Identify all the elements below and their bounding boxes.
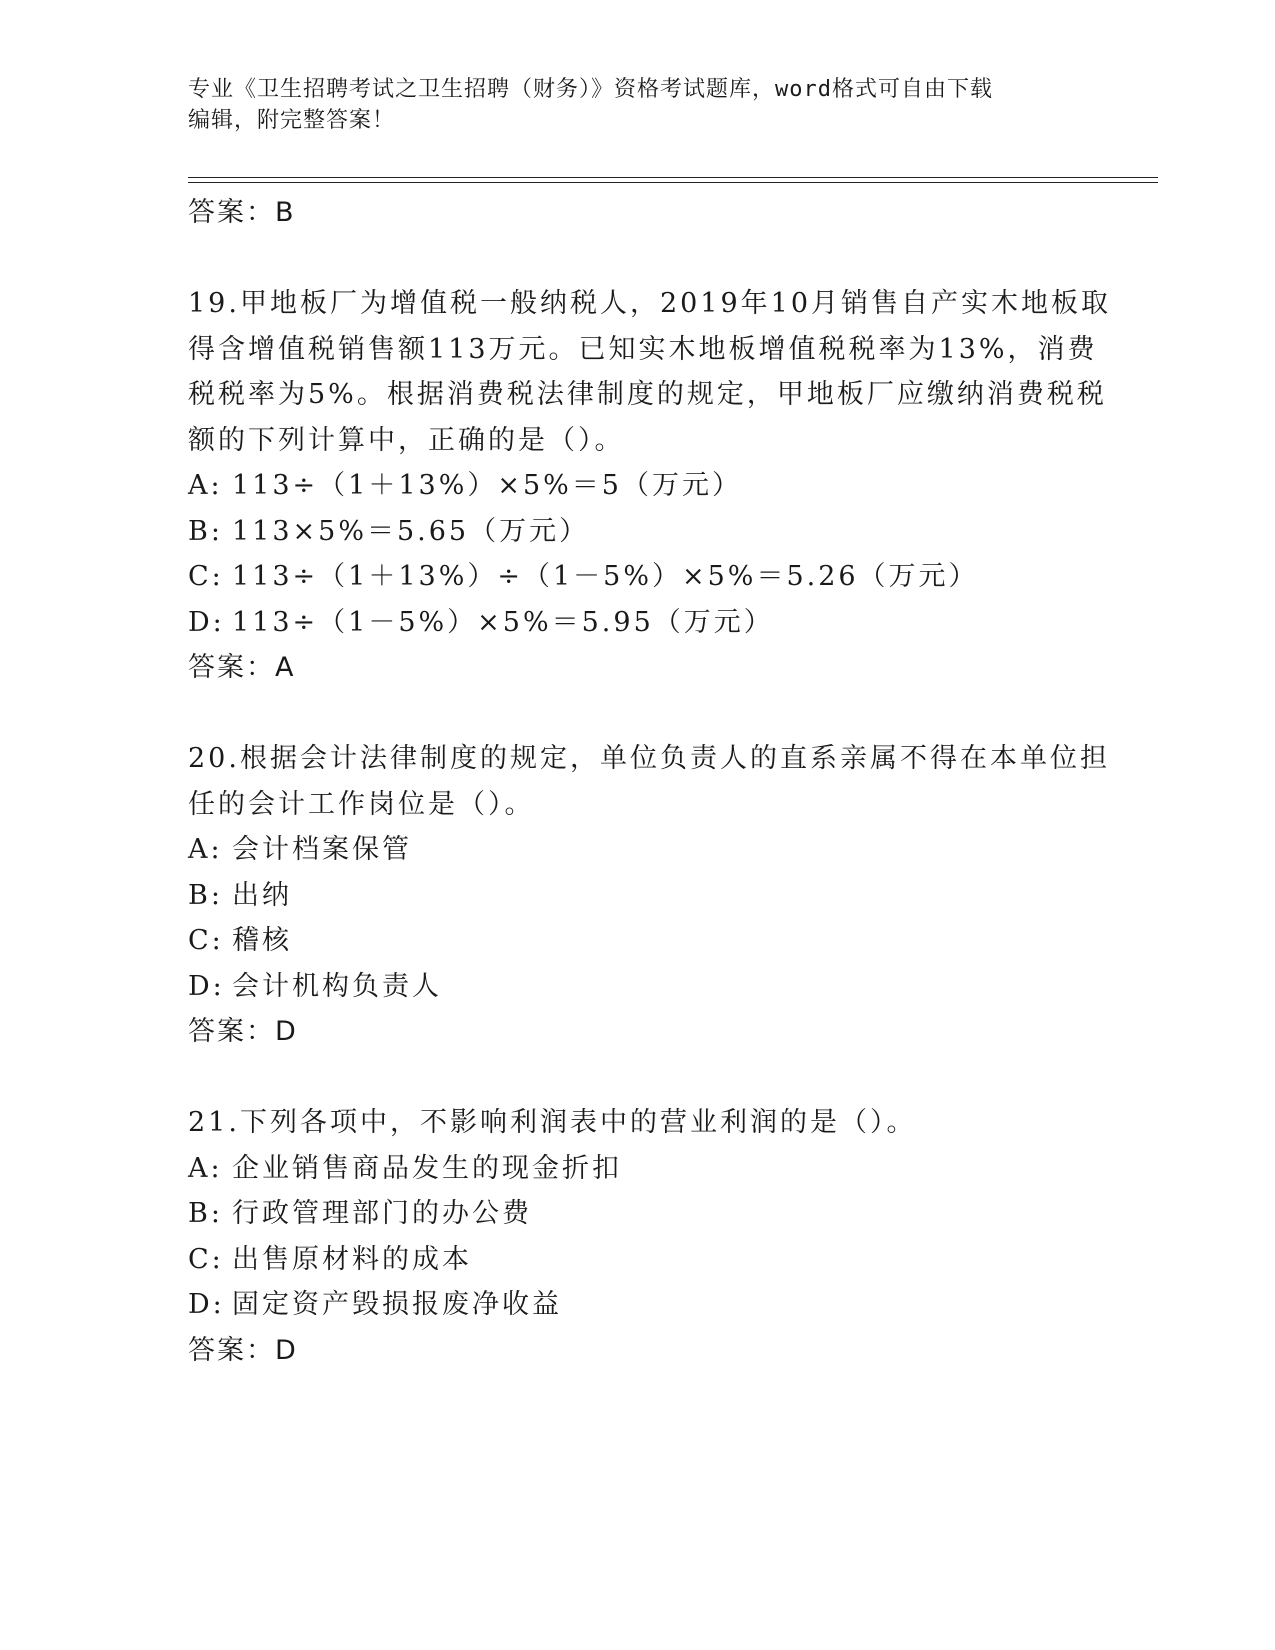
option-key: D: — [188, 970, 225, 1002]
question-content — [188, 190, 1112, 1373]
question-stem-line: 21.下列各项中，不影响利润表中的营业利润的是（）。 — [188, 1107, 917, 1138]
option-key: B: — [188, 1198, 223, 1229]
option-c — [188, 1237, 1088, 1283]
header-divider-bottom — [188, 182, 1158, 183]
question-stem-line: 税税率为5%。根据消费税法律制度的规定，甲地板厂应缴纳消费税税 — [188, 379, 1107, 410]
document-header — [188, 74, 1068, 136]
option-key: C: — [188, 1243, 224, 1275]
question-stem-line: 额的下列计算中，正确的是（）。 — [188, 424, 625, 456]
option-c — [188, 918, 1088, 964]
option-key: C: — [188, 925, 224, 956]
option-a — [188, 463, 1088, 509]
question-19 — [188, 281, 1112, 691]
option-key: C: — [188, 561, 224, 592]
header-line-2: 编辑，附完整答案！ — [188, 108, 396, 133]
option-b — [188, 1191, 1088, 1237]
option-key: A: — [188, 470, 223, 501]
question-21 — [188, 1100, 1088, 1373]
option-a — [188, 1146, 1088, 1192]
option-c — [188, 554, 1088, 600]
question-stem-line: 任的会计工作岗位是（）。 — [188, 788, 535, 820]
spacer — [188, 236, 1088, 282]
option-key: A: — [188, 1152, 223, 1184]
option-text: 企业销售商品发生的现金折扣 — [232, 1152, 622, 1184]
option-text: 行政管理部门的办公费 — [232, 1198, 532, 1229]
option-a — [188, 827, 1088, 873]
option-b — [188, 509, 1088, 555]
option-b — [188, 873, 1088, 919]
previous-answer: 答案：B — [188, 197, 296, 228]
answer: 答案：D — [188, 1334, 298, 1366]
spacer — [188, 691, 1088, 737]
option-text: 会计档案保管 — [232, 834, 412, 865]
option-text: 113÷（1＋13%）÷（1－5%）×5%＝5.26（万元） — [232, 561, 979, 592]
option-key: A: — [188, 834, 223, 865]
option-text: 113÷（1－5%）×5%＝5.95（万元） — [232, 606, 774, 638]
option-d — [188, 600, 1088, 646]
option-key: D: — [188, 606, 225, 638]
option-text: 113×5%＝5.65（万元） — [232, 515, 590, 547]
option-text: 固定资产毁损报废净收益 — [232, 1289, 562, 1320]
option-text: 会计机构负责人 — [232, 970, 442, 1002]
option-text: 出纳 — [232, 879, 292, 911]
option-d — [188, 1282, 1088, 1328]
question-stem-line: 得含增值税销售额113万元。已知实木地板增值税税率为13%，消费 — [188, 333, 1098, 365]
question-20 — [188, 736, 1110, 1055]
question-stem-line: 19.甲地板厂为增值税一般纳税人，2019年10月销售自产实木地板取 — [188, 288, 1112, 319]
header-line-1: 专业《卫生招聘考试之卫生招聘（财务）》资格考试题库，word格式可自由下载 — [188, 77, 993, 102]
option-text: 113÷（1＋13%）×5%＝5（万元） — [232, 470, 742, 501]
answer: 答案：D — [188, 1016, 298, 1047]
spacer — [188, 1055, 1088, 1101]
option-key: D: — [188, 1289, 225, 1320]
option-d — [188, 964, 1088, 1010]
option-text: 稽核 — [232, 925, 292, 956]
question-stem-line: 20.根据会计法律制度的规定，单位负责人的直系亲属不得在本单位担 — [188, 743, 1110, 774]
header-divider-top — [188, 177, 1158, 178]
option-key: B: — [188, 515, 223, 547]
option-text: 出售原材料的成本 — [232, 1243, 472, 1275]
answer: 答案：A — [188, 652, 296, 683]
option-key: B: — [188, 879, 223, 911]
